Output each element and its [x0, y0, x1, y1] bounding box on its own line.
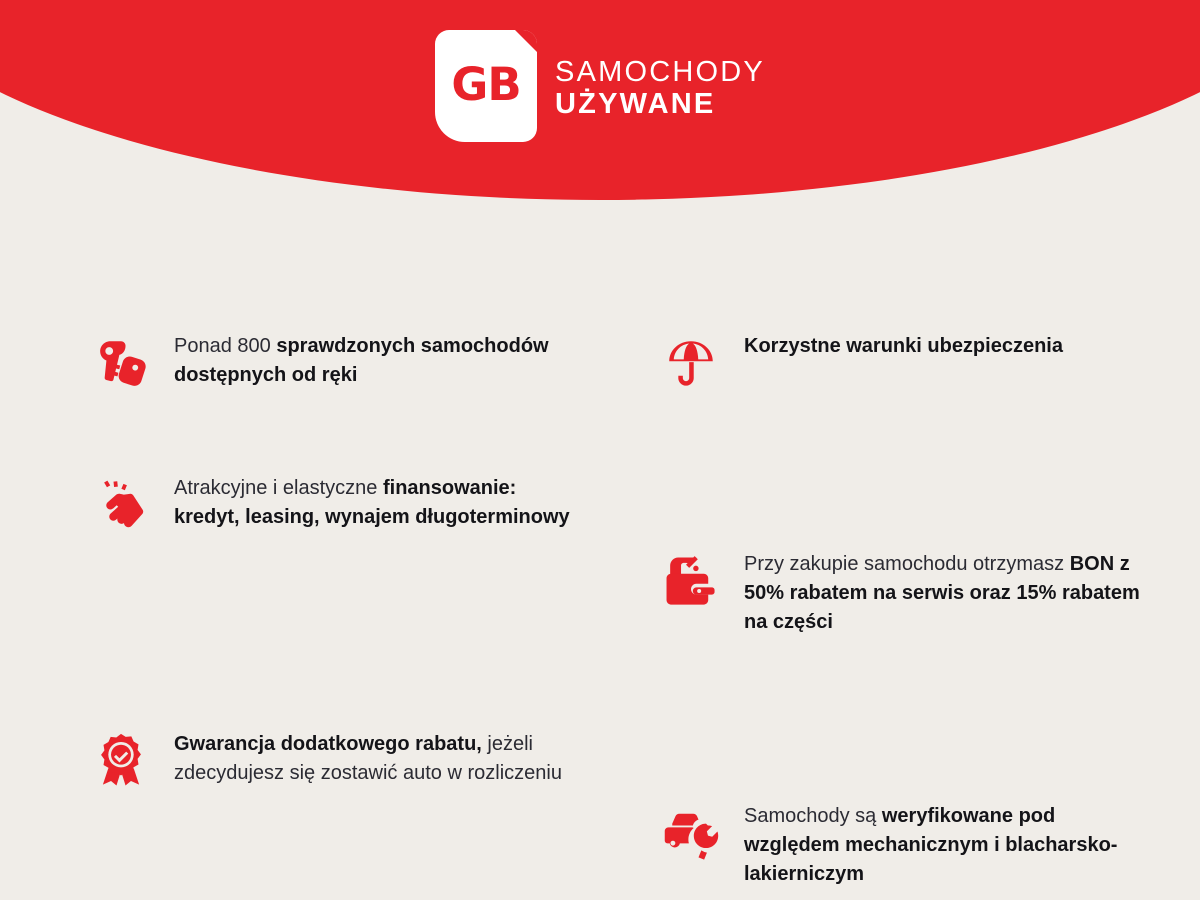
feature-text-part: Ponad 800 [174, 335, 277, 357]
feature-item [90, 472, 650, 638]
award-badge-icon [90, 730, 152, 792]
feature-text [744, 330, 1063, 361]
page-header [0, 0, 1200, 200]
brand-name [555, 52, 765, 121]
feature-item [660, 330, 1200, 394]
logo-notch-icon [515, 30, 537, 52]
feature-text-part-bold: Korzystne warunki ubezpieczenia [744, 335, 1063, 357]
feature-text-part-bold: sprawdzonych samochodów dostępnych od ręki [174, 335, 549, 387]
feature-text-part-bold: Gwarancja dodatkowego rabatu, [174, 732, 482, 755]
car-keys-icon [90, 332, 152, 394]
feature-item [90, 330, 650, 394]
feature-text [174, 728, 574, 788]
feature-text-part: jeżeli zdecydujesz się zostawić auto w rozliczeniu [174, 732, 562, 784]
feature-text [174, 330, 574, 390]
feature-text-part: Atrakcyjne i elastyczne [174, 477, 383, 499]
feature-text-part-bold: weryfikowane pod względem mechanicznym i blacharsko-lakierniczym [744, 804, 1118, 885]
feature-text-part-bold: BON z 50% rabatem na serwis oraz 15% rabatem na części [744, 553, 1140, 634]
feature-text-part: Samochody są [744, 804, 882, 827]
feature-text [744, 548, 1144, 638]
wallet-discount-icon [660, 550, 722, 612]
feature-item [660, 800, 1200, 890]
feature-text-part: Przy zakupie samochodu otrzymasz [744, 553, 1070, 575]
gb-logo-icon [435, 30, 537, 142]
feature-item [90, 728, 650, 890]
feature-text-part-bold: finansowanie: kredyt, leasing, wynajem długoterminowy [174, 477, 570, 529]
handshake-icon [90, 474, 152, 536]
feature-item [660, 548, 1200, 638]
brand-lockup [0, 30, 1200, 142]
umbrella-icon [660, 332, 722, 394]
brand-line-2: UŻYWANE [555, 88, 716, 120]
car-wrench-icon [660, 802, 722, 864]
feature-text [174, 472, 574, 532]
logo-text: GB [451, 57, 521, 111]
brand-line-1: SAMOCHODY [555, 55, 765, 88]
feature-text [744, 800, 1144, 890]
features-grid [0, 330, 1200, 889]
